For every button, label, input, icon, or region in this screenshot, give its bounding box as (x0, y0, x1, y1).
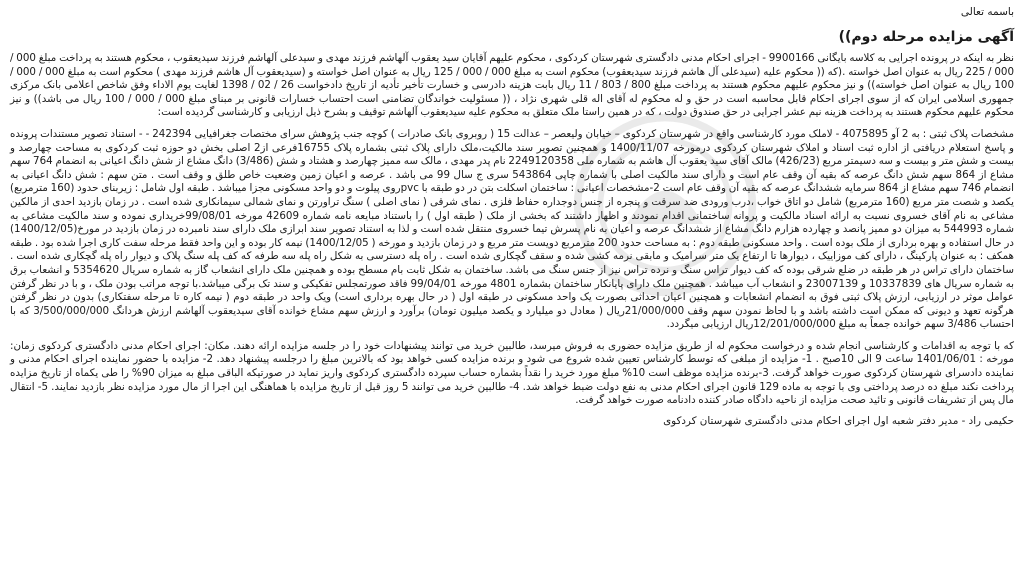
paragraph-auction-terms: که با توجه به اقدامات و کارشناسی انجام شده و درخواست محکوم له از طریق مزایده حضوری به فروش میرسد، طالبین خرید می توانند پیشنهادات خود را در جلسه مزایده ارائه دهند. مکان: اجرای احکام مدنی دادگستری کردکوی زمان: مورخه : 1401/06/01 ساعت 9 الی 10صبح . 1- مزایده از مبلغی که توسط کارشناس تعیین شده شروع می شود و برنده مزایده کسی خواهد بود که بالاترین مبلغ را درجلسه پیشنهاد دهد. 2- مزایده با حضور نماینده اجرای احکام مدنی و نماینده دادسرای شهرستان کردکوی صورت خواهد گرفت. 3-برنده مزایده موظف است 10% مبلغ مورد خرید را نقداً بشماره حساب سپرده دادگستری کردکوی واریز نماید در صورتیکه الباقی مبلغ به میزان 90% را طی یکماه از تاریخ مزایده پرداخت نکند مبلغ ده درصد پرداختی وی با توجه به ماده 129 قانون اجرای احکام مدنی به نفع دولت ضبط خواهد شد. 4- طالبین خرید می توانند 5 روز قبل از تاریخ مزایده با هماهنگی این اجرا از مال مورد مزایده نظر بازدید نمایند. 5- انتقال مال پس از تشریفات قانونی و تائید صحت مزایده از ناحیه دادگاه صادر کننده دادنامه صورت خواهد گرفت. (10, 339, 1014, 407)
paragraph-case-details: نظر به اینکه در پرونده اجرایی به کلاسه بایگانی 9900166 - اجرای احکام مدنی دادگستری شهرستان کردکوی ، محکوم علیهم آقایان سید یعقوب آلهاشم فرزند مهدی و سیدعلی آلهاشم فرزند سیدیعقوب ، محکوم هستند به پرداخت مبلغ 000 / 000 / 225 ریال به عنوان اصل خواسته .(که (( محکوم علیه (سیدعلی آل هاشم فرزند سیدیعقوب) محکوم است به مبلغ 000 / 000 / 125 ریال به عنوان اصل خواسته و (سیدیعقوب آل هاشم فرزند مهدی ) محکوم است به مبلغ 000 / 000 / 100 ریال به عنوان اصل خواسته)) و نیز محکوم علیهم محکوم هستند به پرداخت مبلغ 800 / 803 / 11 ریال بابت هزینه دادرسی و خسارت تأخیر تأدیه از تاریخ دادخواست 26 / 02 / 1398 لغایت یوم الاداء وفق شاخص اعلامی بانک مرکزی جمهوری اسلامی ایران که از سوی اجرای احکام قابل محاسبه است در حق و له محکوم له آقای اله قلی شهری نژاد ، (( مسئولیت خواندگان تضامنی است احتساب خسارات قانونی بر مبنای مبلغ 000 / 000 / 100 ریال می باشد)) و نیز محکوم علیهم محکوم هستند به پرداخت هزینه نیم عشر اجرایی در حق صندوق دولت ، که در همین راستا ملک متعلق به محکوم علیه سیدیعقوب آلهاشم توقیف و بشرح ذیل ارزیابی و کارشناسی گردیده است: (10, 52, 1015, 119)
document-heading: باسمه تعالی (960, 6, 1014, 18)
paragraph-property-details: مشخصات پلاک ثبتی : به 2 آو 4075895 - لاملک مورد کارشناسی واقع در شهرستان کردکوی – خیابان ولیعصر – عدالت 15 ( روبروی بانک صادرات ) کوچه جنب پژوهش سرای مختصات جغرافیایی 242394 - - استناد تصویر مستندات پرونده و پاسخ استعلام دریافتی از اداره ثبت اسناد و املاک شهرستان کردکوی درمورخه 1400/11/07 و همچنین تصویر سند مالکیت،ملک دارای پلاک ثبتی بشماره پلاک 16755فرعی از2 اصلی بخش دو حوزه ثبت کردکوی به مساحت چهارصد و بیست و شش متر و بیست و سه دسیمتر مربع (426/23) مالک آقای سید یعقوب آل هاشم به شماره ملی 2249120358 نام پدر مهدی ، مالک سه ممیز چهارصد و هشتاد و شش (3/486) دانگ مشاع از شش دانگ اعیانی به انضمام 764 سهم مشاع از 864 سهم شش دانگ عرصه که بقیه آن وقف عام است و دارای سند مالکیت اصلی با شماره چاپی 543864 سری ج سال 99 می باشد . عرصه و اعیان زمین وضعیت خاص طلق و وقف است . متن سهم : شش دانگ اعیانی به انضمام 746 سهم مشاع از 864 سرمایه ششدانگ عرصه که بقیه آن وقف عام است 2-مشخصات اعیانی : ساختمان اسکلت بتن در دو طبقه با pvcروی پیلوت و دو واحد مسکونی مجزا میباشد . طبقه اول شامل : زیربنای حدود (160 مترمربع) یکصد و شصت متر مربع (160 مترمربع) شامل دو اتاق خواب ،درب ورودی ضد سرقت و پنجره از جنس دوجداره حفاظ فلزی . نمای شرقی ( نمای اصلی ) سنگ تراورتن و نمای شمالی سیمانکاری شده است . در زمان بازدید احدی از مالکین مشاعی به نام آقای خسروی نسبت به ارائه اسناد مالکیت و پروانه ساختمانی اقدام نمودند و اظهار داشتند که بخشی از ملک ( طبقه اول ) را باستناد مبایعه نامه شماره 42609 مورخه 99/08/01خریداری نموده و سند مالکیت مشاعی به شماره 544993 به میزان دو ممیز پانصد و چهارده هزارم دانگ مشاع از ششدانگ عرصه و اعیان به نام پسرش تیما خسروی منتقل شده است و لذا به استناد تصویر سند ابرازی ملک دارای سند نامبرده در زمان بازدید در مورخ(1400/12/05) در حال استفاده و بهره برداری از ملک بوده است . واحد مسکونی طبقه دوم : به مساحت حدود 200 مترمربع دویست متر مربع و در زمان بازدید و مورخه ( 1400/12/05) نیمه کار بوده و این واحد فقط مرحله سفت کاری اجرا شده بود . طبقه همکف : به عنوان پارکینگ ، دارای کف موزاییک ، دیوارها تا ارتفاع یک متر سرامیک و مابقی نرمه کشی شده و سقف گچکاری شده است . راه پله دسترسی به شکل راه پله سه طرفه که کف پله سنگ پلاک و دیوار راه پله گچکاری شده است . ساختمان دارای تراس در هر طبقه در ضلع شرقی بوده که کف دیوار تراس سنگ و نرده تراس نیز از جنس سنگ می باشد. ساختمان به شکل ثابت بام مسطح بوده و همچنین ملک دارای انشعاب گاز به شماره سریال 5354620 و انشعاب برق به شماره سریال های 10337839 و 23007139 و انشعاب آب میباشد . همچنین ملک دارای پایانکار ساختمان بشماره 4801 مورخه 99/04/01 فاقد صورتمجلس تفکیکی و سند تک برگی میباشد.با توجه مراتب بودن ملک ، و با در نظر گرفتن عوامل موثر در ارزیابی، ارزش پلاک ثبتی فوق به انضمام انشعابات و همچنین اعیان احداثی بصورت یک واحد مسکونی در طبقه اول ( در حال بهره برداری است) ویک واحد در طبقه دوم ( نیمه کاره تا مرحله سفتکاری) بدون در نظر گرفتن هرگونه تعهد و دیونی که ممکن است داشته باشد و با لحاظ نمودن سهم وقف 21/000/000ریال ( معادل دو میلیارد و یکصد میلیون تومان) برآورد و ارزش سهم مشاع خوانده آقای سیدیعقوب آلهاشم ارزش هردانگ 3/500/000/000 که با احتساب 3/486 سهم خوانده جمعاً به مبلغ 12/201/000/000ریال ارزیابی میگردد. (10, 127, 1015, 331)
document-title: آگهی مزایده مرحله دوم)) (838, 29, 1014, 45)
signature-line: حکیمی راد - مدیر دفتر شعبه اول اجرای احکام مدنی دادگستری شهرستان کردکوی (663, 414, 1014, 427)
